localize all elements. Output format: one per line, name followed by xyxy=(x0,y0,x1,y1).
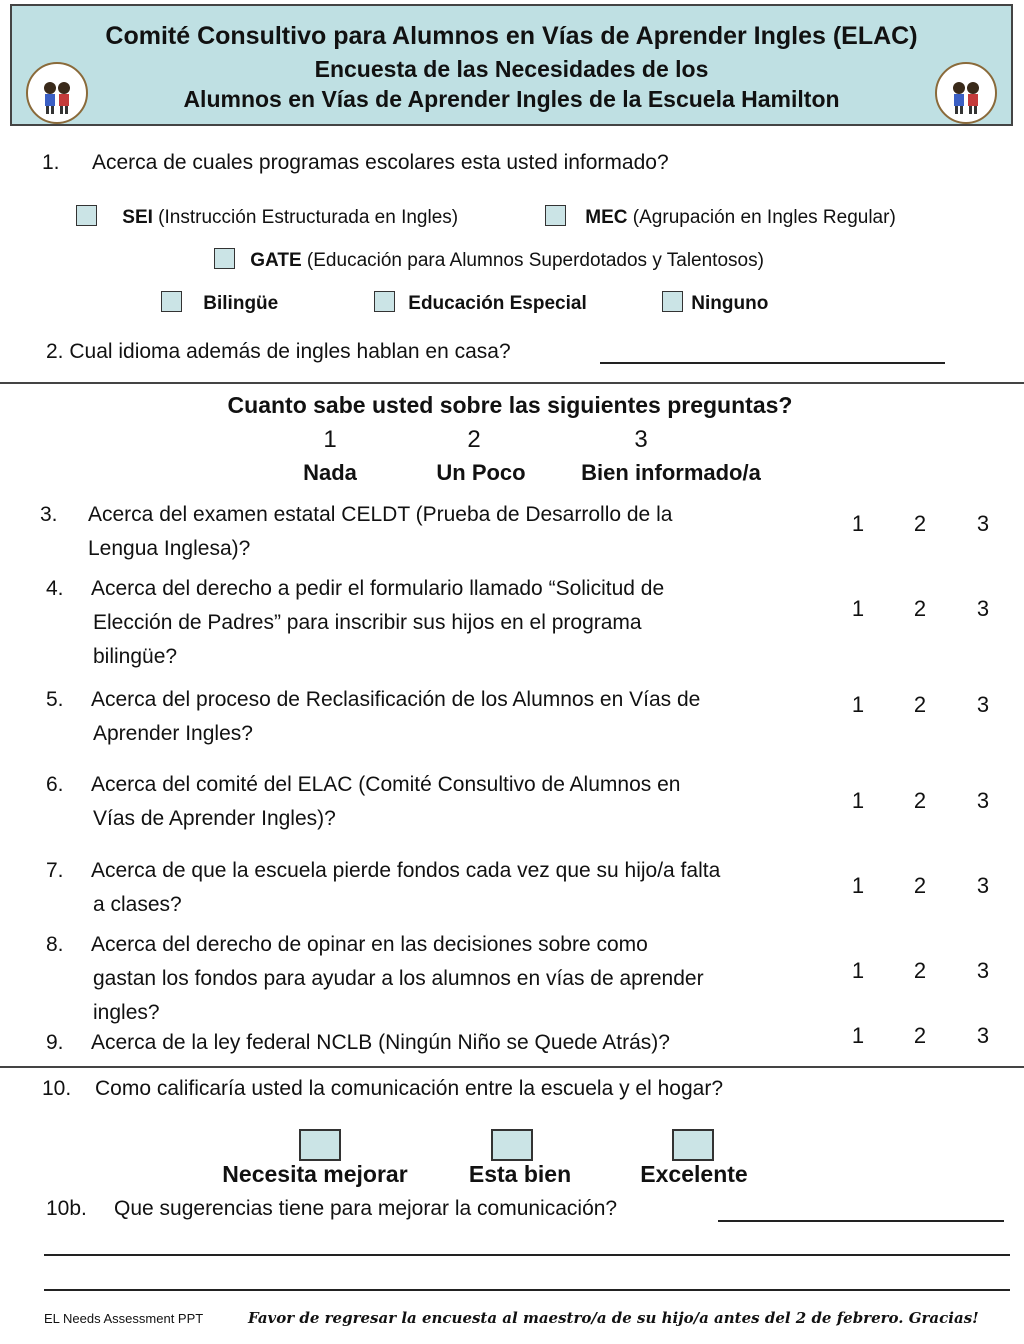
checkbox-excelente[interactable] xyxy=(672,1129,714,1161)
rating-option-q3-1[interactable]: 1 xyxy=(851,511,865,536)
checkbox-bilingue[interactable] xyxy=(161,291,182,312)
checkbox-ninguno[interactable] xyxy=(662,291,683,312)
q4-number: 4. xyxy=(46,577,64,600)
scale-number-1: 1 xyxy=(323,426,337,453)
q10-number: 10. xyxy=(42,1077,72,1100)
scale-heading: Cuanto sabe usted sobre las siguientes preguntas? xyxy=(227,392,793,418)
option-sei[interactable]: SEI (Instrucción Estructurada en Ingles) xyxy=(76,205,458,229)
checkbox-sei[interactable] xyxy=(76,205,97,226)
rating-option-q8-1[interactable]: 1 xyxy=(851,958,865,983)
option-ninguno[interactable]: Ninguno xyxy=(662,291,768,315)
rating-option-q4-1[interactable]: 1 xyxy=(851,596,865,621)
q10b-answer-line-1[interactable] xyxy=(718,1220,1004,1222)
option-necesita-mejorar: Necesita mejorar xyxy=(222,1161,408,1187)
rating-option-q8-3[interactable]: 3 xyxy=(976,958,990,983)
survey-header xyxy=(10,4,1013,126)
q7-text: Acerca de que la escuela pierde fondos cada vez que su hijo/a falta a clases? xyxy=(91,859,721,916)
option-excelente: Excelente xyxy=(640,1161,748,1187)
q8-number: 8. xyxy=(46,933,64,956)
checkbox-gate[interactable] xyxy=(214,248,235,269)
q7-number: 7. xyxy=(46,859,64,882)
rating-option-q9-3[interactable]: 3 xyxy=(976,1023,990,1048)
rating-option-q6-2[interactable]: 2 xyxy=(913,788,927,813)
q5-number: 5. xyxy=(46,688,64,711)
q10b-number: 10b. xyxy=(46,1197,87,1220)
footer-note: Favor de regresar la encuesta al maestro/a de su hijo/a antes del 2 de febrero. Gracias! xyxy=(248,1309,979,1327)
q9-number: 9. xyxy=(46,1031,64,1054)
scale-label-un-poco: Un Poco xyxy=(436,460,526,485)
rating-option-q4-3[interactable]: 3 xyxy=(976,596,990,621)
rating-option-q7-2[interactable]: 2 xyxy=(913,873,927,898)
scale-label-bien-informado: Bien informado/a xyxy=(581,460,761,485)
option-mec[interactable]: MEC (Agrupación en Ingles Regular) xyxy=(545,205,896,229)
q6-number: 6. xyxy=(46,773,64,796)
rating-option-q6-3[interactable]: 3 xyxy=(976,788,990,813)
section-divider xyxy=(0,382,1024,384)
rating-option-q3-2[interactable]: 2 xyxy=(913,511,927,536)
rating-option-q5-2[interactable]: 2 xyxy=(913,692,927,717)
section-divider xyxy=(0,1066,1024,1068)
rating-option-q9-2[interactable]: 2 xyxy=(913,1023,927,1048)
q10b-answer-line-2[interactable] xyxy=(44,1254,1010,1256)
scale-label-nada: Nada xyxy=(303,460,357,485)
option-bilingue[interactable]: Bilingüe xyxy=(161,291,278,315)
rating-option-q8-2[interactable]: 2 xyxy=(913,958,927,983)
rating-option-q6-1[interactable]: 1 xyxy=(851,788,865,813)
q2-answer-line[interactable] xyxy=(600,362,945,364)
rating-option-q3-3[interactable]: 3 xyxy=(976,511,990,536)
survey-subtitle-2: Alumnos en Vías de Aprender Ingles de la Escuela Hamilton xyxy=(183,86,840,112)
rating-option-q7-3[interactable]: 3 xyxy=(976,873,990,898)
rating-option-q9-1[interactable]: 1 xyxy=(851,1023,865,1048)
checkbox-necesita-mejorar[interactable] xyxy=(299,1129,341,1161)
school-logo-icon xyxy=(26,62,88,124)
survey-title: Comité Consultivo para Alumnos en Vías de Aprender Ingles (ELAC) xyxy=(105,22,918,50)
rating-option-q4-2[interactable]: 2 xyxy=(913,596,927,621)
survey-subtitle-1: Encuesta de las Necesidades de los xyxy=(314,56,709,82)
q2-text: 2. Cual idioma además de ingles hablan en casa? xyxy=(46,340,511,363)
scale-number-2: 2 xyxy=(467,426,481,453)
q3-text: Acerca del examen estatal CELDT (Prueba de Desarrollo de la Lengua Inglesa)? xyxy=(88,503,673,560)
checkbox-esta-bien[interactable] xyxy=(491,1129,533,1161)
q5-text: Acerca del proceso de Reclasificación de los Alumnos en Vías de Aprender Ingles? xyxy=(91,688,701,745)
option-esta-bien: Esta bien xyxy=(468,1161,572,1187)
q10b-answer-line-3[interactable] xyxy=(44,1289,1010,1291)
q4-text: Acerca del derecho a pedir el formulario llamado “Solicitud de Elección de Padres” para inscribir sus hijos en el programa bilingüe? xyxy=(91,577,665,668)
option-educacion-especial[interactable]: Educación Especial xyxy=(374,291,587,315)
q6-text: Acerca del comité del ELAC (Comité Consultivo de Alumnos en Vías de Aprender Ingles)? xyxy=(91,773,681,830)
q10b-text: Que sugerencias tiene para mejorar la comunicación? xyxy=(114,1197,618,1220)
q1-number: 1. xyxy=(42,151,60,174)
footer-left: EL Needs Assessment PPT xyxy=(44,1311,204,1326)
checkbox-mec[interactable] xyxy=(545,205,566,226)
rating-option-q5-1[interactable]: 1 xyxy=(851,692,865,717)
rating-option-q5-3[interactable]: 3 xyxy=(976,692,990,717)
rating-option-q7-1[interactable]: 1 xyxy=(851,873,865,898)
q9-text: Acerca de la ley federal NCLB (Ningún Niño se Quede Atrás)? xyxy=(91,1031,670,1054)
scale-number-3: 3 xyxy=(634,426,648,453)
q10-text: Como calificaría usted la comunicación entre la escuela y el hogar? xyxy=(95,1077,724,1100)
q8-text: Acerca del derecho de opinar en las decisiones sobre como gastan los fondos para ayudar a los alumnos en vías de aprender ingles? xyxy=(91,933,704,1024)
school-logo-icon xyxy=(935,62,997,124)
option-gate[interactable]: GATE (Educación para Alumnos Superdotados y Talentosos) xyxy=(214,248,764,272)
checkbox-educacion-especial[interactable] xyxy=(374,291,395,312)
q1-text: Acerca de cuales programas escolares esta usted informado? xyxy=(92,151,669,174)
q3-number: 3. xyxy=(40,503,58,526)
